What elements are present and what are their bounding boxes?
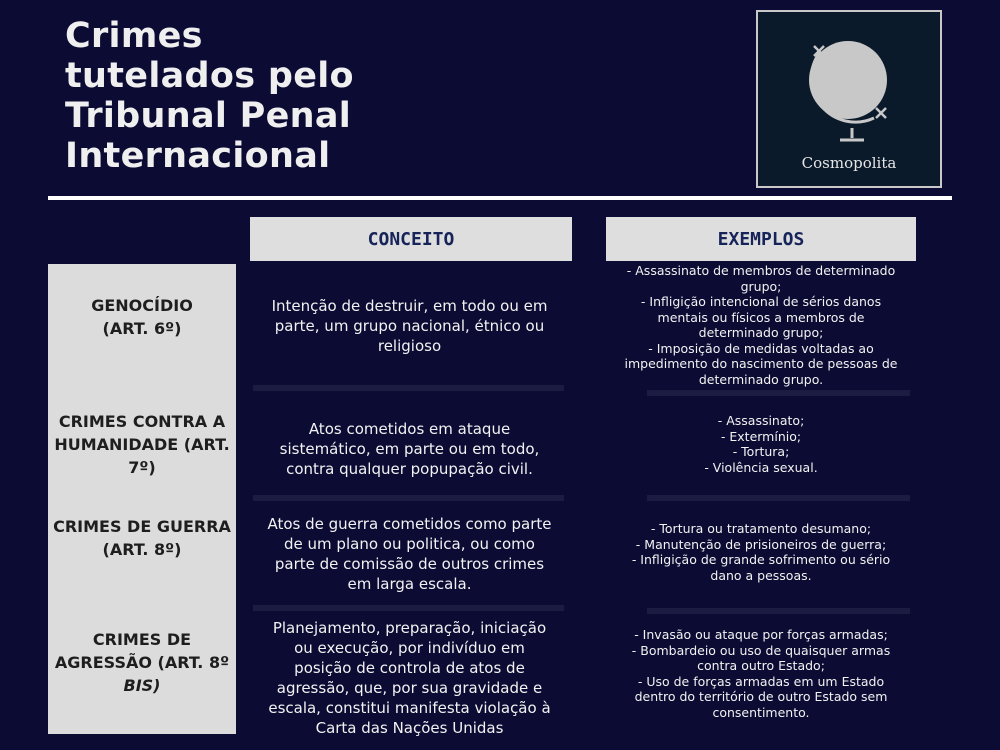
row-concept-guerra: Atos de guerra cometidos como parte de um plano ou politica, ou como parte de comissão de outros crimes em larga escala. xyxy=(267,515,552,593)
row-concept-humanidade: Atos cometidos em ataque sistemático, em parte ou em todo, contra qualquer popupação civil. xyxy=(279,420,540,478)
row-label-guerra: CRIMES DE GUERRA (ART. 8º) xyxy=(53,517,231,559)
row-concept-genocidio: Intenção de destruir, em todo ou em parte, um grupo nacional, étnico ou religioso xyxy=(271,297,548,355)
title-line: Crimes xyxy=(65,16,203,56)
row-separator xyxy=(647,390,910,396)
row-separator xyxy=(253,605,564,611)
globe-icon xyxy=(796,36,906,148)
row-examples-genocidio: - Assassinato de membros de determinado grupo; - Infligição intencional de sérios danos mentais ou físicos a membros de determinado grupo; - Imposição de medidas voltadas ao impedimento do nascimento de pessoas de determinado grupo. xyxy=(624,263,898,387)
row-separator xyxy=(647,608,910,614)
row-label-agressao-text: CRIMES DE AGRESSÃO (ART. 8º xyxy=(54,630,230,672)
title-line: tutelados pelo xyxy=(65,56,354,96)
row-label-genocidio: GENOCÍDIO (ART. 6º) xyxy=(91,296,193,338)
row-concept-agressao: Planejamento, preparação, iniciação ou execução, por indivíduo em posição de controla de atos de agressão, que, por sua gravidade e escala, constitui manifesta violação à Carta das Nações Unidas xyxy=(268,619,551,737)
header-examples: EXEMPLOS xyxy=(606,217,916,261)
row-separator xyxy=(253,495,564,501)
title-line: Tribunal Penal xyxy=(65,96,352,136)
row-separator xyxy=(253,385,564,391)
title-line: Internacional xyxy=(65,136,331,176)
divider xyxy=(48,196,952,200)
row-examples-humanidade: - Assassinato; - Extermínio; - Tortura; - Violência sexual. xyxy=(704,413,818,475)
row-separator xyxy=(647,495,910,501)
header-concept: CONCEITO xyxy=(250,217,572,261)
row-label-humanidade: CRIMES CONTRA A HUMANIDADE (ART. 7º) xyxy=(54,412,230,477)
page-title xyxy=(65,16,354,176)
row-examples-guerra: - Tortura ou tratamento desumano; - Manutenção de prisioneiros de guerra; - Infligição de grande sofrimento ou sério dano a pessoas. xyxy=(631,521,891,583)
row-label-agressao xyxy=(48,628,236,697)
logo-text: Cosmopolita xyxy=(801,154,897,172)
row-label-agressao-italic: BIS) xyxy=(123,676,161,695)
row-examples-agressao: - Invasão ou ataque por forças armadas; - Bombardeio ou uso de quaisquer armas contra outro Estado; - Uso de forças armadas em um Estado dentro do território de outro Estado sem consentimento. xyxy=(631,627,891,720)
logo xyxy=(756,10,942,188)
